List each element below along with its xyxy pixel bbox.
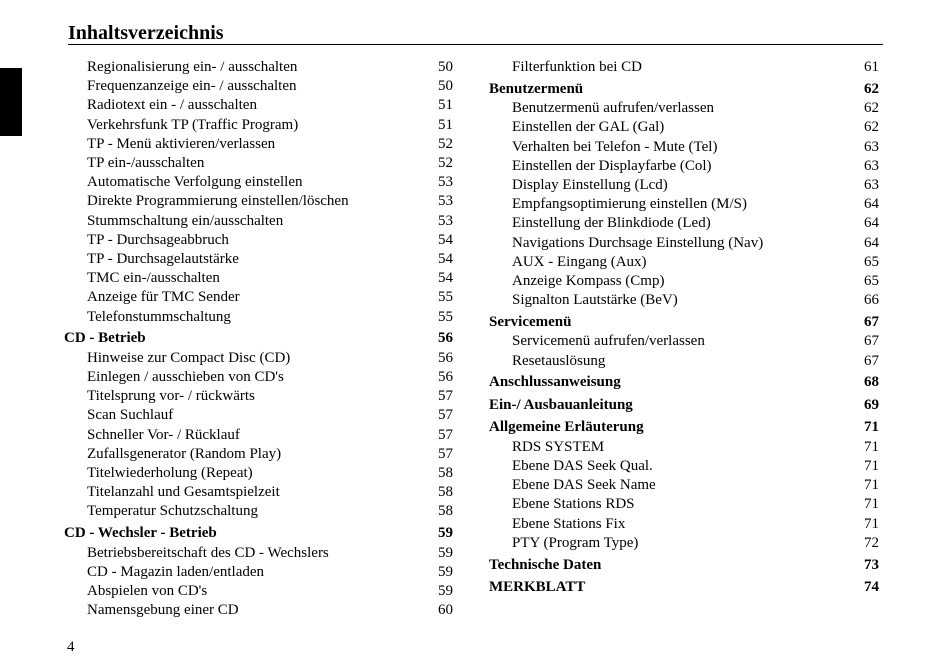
toc-entry[interactable] (64, 192, 453, 211)
toc-entry[interactable] (489, 138, 879, 157)
toc-entry-label: Benutzermenü (489, 80, 584, 97)
toc-entry-page: 73 (864, 556, 879, 573)
toc-section-heading[interactable] (489, 578, 879, 598)
toc-entry-label: AUX - Eingang (Aux) (512, 253, 647, 270)
toc-entry-page: 69 (864, 396, 879, 413)
toc-entry[interactable] (489, 118, 879, 137)
toc-entry-page: 53 (438, 212, 453, 229)
toc-entry-label: Ebene Stations Fix (512, 515, 626, 532)
toc-entry-page: 58 (438, 484, 453, 501)
toc-entry-label: Verhalten bei Telefon - Mute (Tel) (512, 138, 718, 155)
toc-entry-page: 50 (438, 59, 453, 75)
toc-entry-label: Hinweise zur Compact Disc (CD) (87, 349, 291, 366)
toc-entry-page: 71 (864, 477, 879, 494)
toc-entry-page: 64 (864, 234, 879, 251)
toc-entry[interactable] (64, 58, 453, 77)
toc-entry-page: 59 (438, 544, 453, 561)
toc-entry-label: Anschlussanweisung (489, 374, 621, 391)
toc-entry[interactable] (64, 135, 453, 154)
toc-entry-label: PTY (Program Type) (512, 534, 639, 551)
toc-entry-label: Abspielen von CD's (87, 583, 208, 600)
toc-entry-label: Anzeige Kompass (Cmp) (512, 273, 665, 290)
toc-entry-page: 62 (864, 100, 879, 117)
toc-entry-page: 53 (438, 174, 453, 191)
toc-entry-label: CD - Wechsler - Betrieb (64, 525, 217, 542)
toc-entry[interactable] (489, 234, 879, 253)
toc-entry-page: 62 (864, 80, 879, 97)
toc-entry-label: Regionalisierung ein- / ausschalten (87, 59, 298, 75)
toc-entry-page: 51 (438, 97, 453, 114)
toc-entry-page: 54 (438, 270, 453, 287)
toc-entry-label: Stummschaltung ein/ausschalten (87, 212, 284, 229)
toc-section-heading[interactable] (489, 556, 879, 576)
toc-entry[interactable] (489, 515, 879, 534)
toc-entry[interactable] (489, 272, 879, 291)
toc-entry-label: Resetauslösung (512, 352, 606, 369)
toc-entry-page: 67 (864, 352, 879, 369)
toc-entry[interactable] (64, 212, 453, 231)
toc-section-heading[interactable] (64, 524, 453, 544)
toc-entry-page: 57 (438, 388, 453, 405)
toc-entry-label: Titelsprung vor- / rückwärts (87, 388, 255, 405)
toc-entry[interactable] (489, 291, 879, 310)
toc-entry-page: 50 (438, 78, 453, 95)
toc-entry-page: 67 (864, 333, 879, 350)
toc-entry-label: Einstellen der GAL (Gal) (512, 119, 665, 136)
toc-entry[interactable] (64, 77, 453, 96)
toc-entry[interactable] (64, 269, 453, 288)
toc-entry-page: 65 (864, 253, 879, 270)
toc-entry-page: 51 (438, 116, 453, 133)
toc-entry[interactable] (64, 368, 453, 387)
toc-entry[interactable] (64, 445, 453, 464)
toc-entry-label: Filterfunktion bei CD (512, 59, 642, 75)
toc-entry-label: Betriebsbereitschaft des CD - Wechslers (87, 544, 329, 561)
toc-entry-label: TP - Durchsagelautstärke (87, 251, 239, 268)
toc-entry[interactable] (489, 58, 879, 77)
toc-entry[interactable] (64, 231, 453, 250)
toc-section-heading[interactable] (489, 396, 879, 416)
toc-entry-page: 62 (864, 119, 879, 136)
toc-entry-page: 54 (438, 231, 453, 248)
toc-entry-label: TP ein-/ausschalten (87, 155, 205, 172)
toc-entry[interactable] (489, 534, 879, 553)
toc-entry-page: 63 (864, 157, 879, 174)
toc-entry-label: Navigations Durchsage Einstellung (Nav) (512, 234, 764, 251)
toc-entry[interactable] (64, 483, 453, 502)
toc-entry[interactable] (64, 502, 453, 521)
toc-entry-page: 53 (438, 193, 453, 210)
toc-entry-page: 68 (864, 374, 879, 391)
toc-entry-label: MERKBLATT (489, 579, 586, 596)
toc-entry-page: 57 (438, 426, 453, 443)
toc-entry-label: Empfangsoptimierung einstellen (M/S) (512, 196, 747, 213)
toc-entry-page: 57 (438, 407, 453, 424)
toc-entry-page: 64 (864, 196, 879, 213)
toc-entry[interactable] (64, 601, 453, 620)
toc-entry[interactable] (64, 173, 453, 192)
toc-section-heading[interactable] (489, 313, 879, 333)
toc-entry-label: Titelwiederholung (Repeat) (87, 465, 253, 482)
toc-entry[interactable] (64, 154, 453, 173)
toc-entry[interactable] (489, 157, 879, 176)
toc-entry-label: Allgemeine Erläuterung (489, 419, 644, 436)
toc-section-heading[interactable] (489, 418, 879, 438)
toc-entry-page: 67 (864, 313, 879, 330)
toc-column-left (64, 58, 453, 620)
toc-entry-label: Ebene DAS Seek Name (512, 477, 656, 494)
toc-entry-page: 71 (864, 496, 879, 513)
toc-entry-label: Servicemenü (489, 313, 572, 330)
toc-entry-page: 71 (864, 438, 879, 455)
toc-entry[interactable] (489, 253, 879, 272)
toc-entry-label: TP - Menü aktivieren/verlassen (87, 135, 276, 152)
toc-entry[interactable] (64, 464, 453, 483)
toc-entry[interactable] (489, 495, 879, 514)
toc-entry-page: 63 (864, 177, 879, 194)
toc-entry[interactable] (64, 308, 453, 327)
toc-entry[interactable] (489, 352, 879, 371)
toc-entry-label: Zufallsgenerator (Random Play) (87, 445, 282, 462)
toc-entry-label: Verkehrsfunk TP (Traffic Program) (87, 116, 299, 133)
toc-entry-page: 65 (864, 273, 879, 290)
toc-entry-page: 72 (864, 534, 879, 551)
toc-entry-label: Einstellen der Displayfarbe (Col) (512, 157, 712, 174)
toc-entry[interactable] (64, 349, 453, 368)
toc-entry-page: 59 (438, 525, 453, 542)
toc-entry-label: Servicemenü aufrufen/verlassen (512, 333, 705, 350)
toc-entry-page: 52 (438, 155, 453, 172)
toc-entry[interactable] (64, 387, 453, 406)
toc-entry-label: Einlegen / ausschieben von CD's (87, 369, 284, 386)
toc-entry-page: 57 (438, 445, 453, 462)
toc-entry[interactable] (489, 438, 879, 457)
toc-column-right (489, 58, 879, 598)
toc-entry-page: 59 (438, 563, 453, 580)
toc-entry-page: 74 (864, 579, 879, 596)
toc-entry[interactable] (64, 426, 453, 445)
toc-entry-page: 60 (438, 602, 453, 619)
toc-entry-page: 58 (438, 465, 453, 482)
toc-entry[interactable] (64, 288, 453, 307)
toc-entry-label: Frequenzanzeige ein- / ausschalten (87, 78, 297, 95)
toc-entry[interactable] (64, 116, 453, 135)
toc-entry[interactable] (64, 96, 453, 115)
toc-entry[interactable] (489, 476, 879, 495)
chapter-tab-marker (0, 68, 22, 136)
toc-entry[interactable] (489, 99, 879, 118)
toc-section-heading[interactable] (64, 329, 453, 349)
toc-entry-page: 66 (864, 292, 879, 309)
toc-entry-page: 63 (864, 138, 879, 155)
toc-entry[interactable] (489, 214, 879, 233)
toc-entry-page: 59 (438, 583, 453, 600)
toc-entry-label: Direkte Programmierung einstellen/löschen (87, 193, 349, 210)
toc-entry-label: Ebene Stations RDS (512, 496, 635, 513)
toc-entry[interactable] (489, 176, 879, 195)
toc-entry-page: 71 (864, 419, 879, 436)
toc-section-heading[interactable] (489, 80, 879, 100)
toc-entry-page: 61 (864, 59, 879, 75)
toc-entry-page: 58 (438, 503, 453, 520)
toc-entry-page: 55 (438, 308, 453, 325)
toc-entry-page: 71 (864, 458, 879, 475)
toc-entry-label: Schneller Vor- / Rücklauf (87, 426, 240, 443)
toc-entry-label: CD - Betrieb (64, 330, 146, 347)
toc-entry-label: TP - Durchsageabbruch (87, 231, 229, 248)
toc-entry-label: Signalton Lautstärke (BeV) (512, 292, 678, 309)
toc-entry-page: 55 (438, 289, 453, 306)
toc-entry-page: 64 (864, 215, 879, 232)
toc-entry-page: 56 (438, 349, 453, 366)
toc-entry-label: CD - Magazin laden/entladen (87, 563, 265, 580)
toc-section-heading[interactable] (489, 373, 879, 393)
toc-entry-label: Temperatur Schutzschaltung (87, 503, 258, 520)
toc-entry-label: Anzeige für TMC Sender (87, 289, 240, 306)
page-number: 4 (67, 639, 75, 655)
toc-entry-label: Scan Suchlauf (87, 407, 174, 424)
toc-entry[interactable] (489, 195, 879, 214)
toc-entry[interactable] (64, 563, 453, 582)
toc-entry-label: Ebene DAS Seek Qual. (512, 458, 653, 475)
toc-entry-label: Titelanzahl und Gesamtspielzeit (87, 484, 280, 501)
toc-entry-label: Ein-/ Ausbauanleitung (489, 396, 633, 413)
toc-entry-page: 56 (438, 369, 453, 386)
toc-entry-label: Einstellung der Blinkdiode (Led) (512, 215, 711, 232)
toc-entry-page: 54 (438, 251, 453, 268)
toc-entry-label: RDS SYSTEM (512, 438, 605, 455)
toc-entry-page: 52 (438, 135, 453, 152)
toc-entry[interactable] (64, 250, 453, 269)
toc-entry[interactable] (64, 544, 453, 563)
toc-entry-label: Benutzermenü aufrufen/verlassen (512, 100, 714, 117)
title-underline (68, 44, 883, 45)
toc-entry[interactable] (64, 582, 453, 601)
toc-entry-page: 71 (864, 515, 879, 532)
toc-entry[interactable] (489, 332, 879, 351)
toc-entry[interactable] (64, 406, 453, 425)
toc-entry-label: TMC ein-/ausschalten (87, 270, 220, 287)
toc-entry-label: Technische Daten (489, 556, 602, 573)
toc-entry[interactable] (489, 457, 879, 476)
toc-entry-label: Display Einstellung (Lcd) (512, 177, 668, 194)
toc-entry-label: Automatische Verfolgung einstellen (87, 174, 303, 191)
toc-entry-label: Telefonstummschaltung (87, 308, 231, 325)
toc-entry-label: Namensgebung einer CD (87, 602, 239, 619)
toc-entry-label: Radiotext ein - / ausschalten (87, 97, 257, 114)
toc-entry-page: 56 (438, 330, 453, 347)
page-title: Inhaltsverzeichnis (68, 22, 224, 44)
